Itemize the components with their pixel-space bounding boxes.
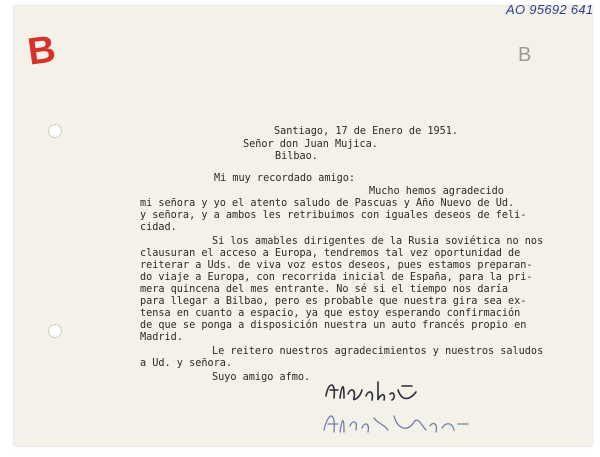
pencil-signature	[318, 404, 478, 440]
archive-reference: AO 95692 641	[506, 2, 594, 17]
body-line: a Ud. y señora.	[140, 358, 233, 369]
body-line: cidad.	[140, 222, 177, 233]
body-line: clausuran el acceso a Europa, tendremos tal vez oportunidad de	[140, 248, 521, 259]
body-line: para llegar a Bilbao, pero es probable que nuestra gira sea ex-	[140, 296, 527, 307]
letter-addressee: Señor don Juan Mujica.	[243, 139, 378, 150]
pencil-b-mark: B	[518, 44, 532, 66]
body-line: Mucho hemos agradecido	[369, 186, 504, 197]
body-line: do viaje a Europa, con recorrida inicial de España, para la pri-	[140, 272, 533, 283]
body-line: reiterar a Uds. de viva voz estos deseos, pues estamos preparan-	[140, 260, 533, 271]
punch-hole-bottom	[48, 324, 62, 338]
body-line: Madrid.	[140, 332, 183, 343]
body-line: mi señora y yo el atento saludo de Pascuas y Año Nuevo de Ud.	[140, 198, 515, 209]
ink-signature	[320, 372, 430, 408]
letter-city: Bilbao.	[275, 151, 318, 162]
letter-closing: Suyo amigo afmo.	[212, 372, 311, 383]
red-b-mark: B	[25, 28, 59, 74]
letter-salutation: Mi muy recordado amigo:	[214, 173, 356, 184]
punch-hole-top	[48, 124, 62, 138]
body-line: de que se ponga a disposición nuestra un auto francés propio en	[140, 320, 527, 331]
letter-date: Santiago, 17 de Enero de 1951.	[274, 126, 459, 137]
body-line: mera quincena del mes entrante. No sé si el tiempo nos daría	[140, 284, 509, 295]
body-line: Le reitero nuestros agradecimientos y nuestros saludos	[212, 346, 544, 357]
body-line: tensa en cuanto a espacio, ya que estoy esperando confirmación	[140, 308, 521, 319]
body-line: y señora, y a ambos les retribuimos con iguales deseos de feli-	[140, 210, 527, 221]
body-line: Si los amables dirigentes de la Rusia soviética no nos	[212, 236, 544, 247]
